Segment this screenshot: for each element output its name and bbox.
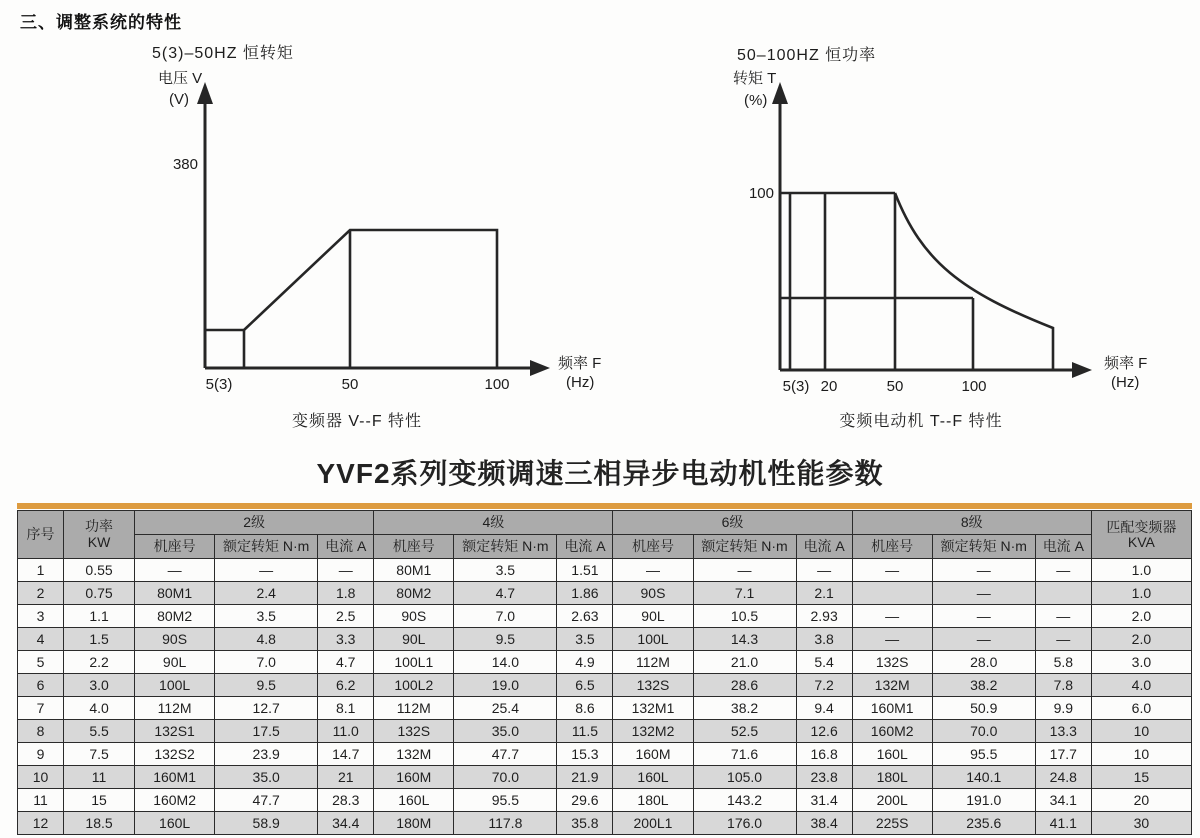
tf-xtick-100: 100 <box>961 378 987 395</box>
table-cell: 11 <box>18 789 64 812</box>
table-cell: 7 <box>18 697 64 720</box>
table-cell: 0.55 <box>64 559 135 582</box>
table-cell: 10.5 <box>693 605 796 628</box>
table-cell: 17.7 <box>1035 743 1091 766</box>
tf-xaxis-unit: (Hz) <box>1111 374 1140 391</box>
table-cell: 132M2 <box>613 720 693 743</box>
table-cell: 30 <box>1091 812 1191 835</box>
table-cell: — <box>932 605 1035 628</box>
table-cell: 80M1 <box>374 559 454 582</box>
table-cell: 160M <box>374 766 454 789</box>
table-cell: 180L <box>613 789 693 812</box>
table-cell: 100L <box>613 628 693 651</box>
table-cell: 7.0 <box>215 651 318 674</box>
table-row <box>18 651 1192 674</box>
table-cell: 132M1 <box>613 697 693 720</box>
vf-xaxis-arrow-icon <box>530 360 550 376</box>
table-cell: 2 <box>18 582 64 605</box>
table-cell: 5.8 <box>1035 651 1091 674</box>
table-cell: 35.0 <box>454 720 557 743</box>
table-cell: 10 <box>18 766 64 789</box>
table-cell: 100L1 <box>374 651 454 674</box>
table-cell: 132S <box>613 674 693 697</box>
table-cell: 225S <box>852 812 932 835</box>
table-cell: 70.0 <box>932 720 1035 743</box>
table-cell: 2.1 <box>796 582 852 605</box>
table-cell: 20 <box>1091 789 1191 812</box>
table-cell: — <box>932 559 1035 582</box>
table-cell: 176.0 <box>693 812 796 835</box>
table-cell: 132M <box>852 674 932 697</box>
table-cell <box>1035 582 1091 605</box>
table-cell: 71.6 <box>693 743 796 766</box>
table-cell: 10 <box>1091 743 1191 766</box>
table-cell: 14.0 <box>454 651 557 674</box>
table-cell: 180M <box>374 812 454 835</box>
table-cell: 140.1 <box>932 766 1035 789</box>
spec-table <box>17 510 1192 835</box>
table-cell: 200L <box>852 789 932 812</box>
table-cell: 21 <box>318 766 374 789</box>
header-group-8pole: 8级 <box>852 511 1091 535</box>
header-kva: 匹配变频器 KVA <box>1091 511 1191 559</box>
table-cell: 7.2 <box>796 674 852 697</box>
table-cell: 160M2 <box>135 789 215 812</box>
table-cell: 3 <box>18 605 64 628</box>
table-cell: 160L <box>374 789 454 812</box>
table-row <box>18 812 1192 835</box>
table-cell: 18.5 <box>64 812 135 835</box>
table-cell: 160L <box>613 766 693 789</box>
table-cell: 23.9 <box>215 743 318 766</box>
table-cell: 11 <box>64 766 135 789</box>
table-cell: 50.9 <box>932 697 1035 720</box>
table-cell: 112M <box>374 697 454 720</box>
header-current-6p: 电流 A <box>796 535 852 559</box>
header-group-4pole: 4级 <box>374 511 613 535</box>
table-cell: 14.7 <box>318 743 374 766</box>
table-cell: 70.0 <box>454 766 557 789</box>
tf-chart-title: 50–100HZ 恒功率 <box>737 47 877 64</box>
table-cell: — <box>613 559 693 582</box>
table-cell: 12.7 <box>215 697 318 720</box>
header-torque-4p: 额定转矩 N·m <box>454 535 557 559</box>
table-cell: 3.0 <box>64 674 135 697</box>
header-torque-8p: 额定转矩 N·m <box>932 535 1035 559</box>
table-row <box>18 605 1192 628</box>
table-row <box>18 674 1192 697</box>
vf-yaxis-label: 电压 V <box>158 70 203 87</box>
table-cell: 25.4 <box>454 697 557 720</box>
table-cell: 28.6 <box>693 674 796 697</box>
table-cell: 2.63 <box>557 605 613 628</box>
table-cell: 7.8 <box>1035 674 1091 697</box>
table-cell: 112M <box>135 697 215 720</box>
header-torque-2p: 额定转矩 N·m <box>215 535 318 559</box>
table-cell: 17.5 <box>215 720 318 743</box>
table-cell: 132S <box>852 651 932 674</box>
tf-xtick-20: 20 <box>820 378 838 395</box>
table-cell: 35.0 <box>215 766 318 789</box>
table-cell: 11.5 <box>557 720 613 743</box>
table-cell: 15.3 <box>557 743 613 766</box>
table-cell: 16.8 <box>796 743 852 766</box>
table-cell: 9.9 <box>1035 697 1091 720</box>
vf-yaxis-unit: (V) <box>169 91 189 108</box>
table-cell: 2.0 <box>1091 605 1191 628</box>
table-cell: 11.0 <box>318 720 374 743</box>
table-cell: 80M1 <box>135 582 215 605</box>
tf-ytick-100: 100 <box>748 185 774 202</box>
vf-ytick-380: 380 <box>172 156 198 173</box>
table-cell: 3.3 <box>318 628 374 651</box>
table-cell: 160M <box>613 743 693 766</box>
table-cell: — <box>1035 605 1091 628</box>
table-cell: 9.5 <box>215 674 318 697</box>
table-cell: 21.9 <box>557 766 613 789</box>
table-cell: 235.6 <box>932 812 1035 835</box>
header-current-8p: 电流 A <box>1035 535 1091 559</box>
table-title: YVF2系列变频调速三相异步电动机性能参数 <box>316 458 884 489</box>
table-cell: 90S <box>613 582 693 605</box>
table-cell: 143.2 <box>693 789 796 812</box>
table-cell: 4.8 <box>215 628 318 651</box>
table-cell: 9.5 <box>454 628 557 651</box>
table-cell: 1.0 <box>1091 559 1191 582</box>
table-cell: — <box>1035 559 1091 582</box>
table-cell: 24.8 <box>1035 766 1091 789</box>
header-frame-2p: 机座号 <box>135 535 215 559</box>
table-cell: 1.86 <box>557 582 613 605</box>
table-cell: 52.5 <box>693 720 796 743</box>
header-frame-4p: 机座号 <box>374 535 454 559</box>
table-cell: 132S2 <box>135 743 215 766</box>
table-cell: 31.4 <box>796 789 852 812</box>
table-cell: 1.51 <box>557 559 613 582</box>
table-cell: 12.6 <box>796 720 852 743</box>
header-current-4p: 电流 A <box>557 535 613 559</box>
table-cell: 7.1 <box>693 582 796 605</box>
table-cell: 4.0 <box>1091 674 1191 697</box>
table-cell: 3.8 <box>796 628 852 651</box>
table-cell: 2.93 <box>796 605 852 628</box>
table-cell: 132M <box>374 743 454 766</box>
table-cell: — <box>852 559 932 582</box>
table-cell: 7.5 <box>64 743 135 766</box>
table-cell: 80M2 <box>374 582 454 605</box>
vf-axes <box>205 98 530 368</box>
table-cell: — <box>318 559 374 582</box>
table-cell: 100L <box>135 674 215 697</box>
table-cell: 5.5 <box>64 720 135 743</box>
table-cell: 19.0 <box>454 674 557 697</box>
table-cell: 180L <box>852 766 932 789</box>
table-cell: 8.6 <box>557 697 613 720</box>
table-cell: 100L2 <box>374 674 454 697</box>
table-cell: 35.8 <box>557 812 613 835</box>
section-heading: 三、调整系统的特性 <box>20 13 182 32</box>
table-cell: 80M2 <box>135 605 215 628</box>
table-cell: 191.0 <box>932 789 1035 812</box>
table-cell: 90S <box>135 628 215 651</box>
table-row <box>18 628 1192 651</box>
table-cell: 9 <box>18 743 64 766</box>
table-cell: 34.1 <box>1035 789 1091 812</box>
table-cell: 15 <box>1091 766 1191 789</box>
table-cell: — <box>796 559 852 582</box>
table-cell: 1.0 <box>1091 582 1191 605</box>
table-cell: 28.3 <box>318 789 374 812</box>
table-cell: — <box>852 628 932 651</box>
vf-xtick-100: 100 <box>484 376 510 393</box>
table-cell: 200L1 <box>613 812 693 835</box>
table-cell: 28.0 <box>932 651 1035 674</box>
table-cell <box>852 582 932 605</box>
table-cell: 90S <box>374 605 454 628</box>
table-row <box>18 582 1192 605</box>
table-cell: 5 <box>18 651 64 674</box>
tf-chart-caption: 变频电动机 T--F 特性 <box>839 413 1003 430</box>
table-cell: 23.8 <box>796 766 852 789</box>
table-cell: — <box>215 559 318 582</box>
table-cell: 8 <box>18 720 64 743</box>
table-cell: 38.2 <box>693 697 796 720</box>
table-header <box>18 511 1192 559</box>
table-cell: 132S <box>374 720 454 743</box>
table-cell: 14.3 <box>693 628 796 651</box>
tf-xtick-50: 50 <box>886 378 904 395</box>
table-cell: 15 <box>64 789 135 812</box>
header-frame-6p: 机座号 <box>613 535 693 559</box>
table-cell: 34.4 <box>318 812 374 835</box>
table-cell: 47.7 <box>454 743 557 766</box>
vf-xtick-5: 5(3) <box>205 376 233 393</box>
table-cell: 90L <box>613 605 693 628</box>
table-cell: 38.4 <box>796 812 852 835</box>
tf-xtick-5: 5(3) <box>782 378 810 395</box>
table-cell: 90L <box>374 628 454 651</box>
tf-yaxis-label: 转矩 T <box>733 70 777 87</box>
tf-xaxis-arrow-icon <box>1072 362 1092 378</box>
header-power <box>64 511 135 559</box>
header-no: 序号 <box>18 511 64 559</box>
header-power-line1: 功率 <box>85 518 114 535</box>
table-cell: 4 <box>18 628 64 651</box>
header-torque-6p: 额定转矩 N·m <box>693 535 796 559</box>
tf-xaxis-label: 频率 F <box>1104 355 1148 372</box>
table-cell: 1 <box>18 559 64 582</box>
spec-table-wrap <box>17 503 1192 835</box>
table-cell: 160M1 <box>135 766 215 789</box>
table-cell: — <box>932 628 1035 651</box>
table-cell: 41.1 <box>1035 812 1091 835</box>
table-cell: 13.3 <box>1035 720 1091 743</box>
table-cell: 95.5 <box>454 789 557 812</box>
table-cell: 3.5 <box>454 559 557 582</box>
header-group-6pole: 6级 <box>613 511 852 535</box>
table-cell: 3.5 <box>557 628 613 651</box>
header-frame-8p: 机座号 <box>852 535 932 559</box>
table-cell: 9.4 <box>796 697 852 720</box>
table-cell: 95.5 <box>932 743 1035 766</box>
table-cell: 4.9 <box>557 651 613 674</box>
table-cell: 38.2 <box>932 674 1035 697</box>
table-cell: 112M <box>613 651 693 674</box>
tf-curve <box>780 193 1053 370</box>
table-row <box>18 743 1192 766</box>
table-cell: — <box>852 605 932 628</box>
table-body <box>18 559 1192 835</box>
vf-curve <box>205 230 497 368</box>
table-cell: 3.0 <box>1091 651 1191 674</box>
table-cell: 90L <box>135 651 215 674</box>
table-cell: 160M2 <box>852 720 932 743</box>
vf-xaxis-label: 频率 F <box>558 355 602 372</box>
table-cell: 0.75 <box>64 582 135 605</box>
table-cell: 6.0 <box>1091 697 1191 720</box>
table-cell: 7.0 <box>454 605 557 628</box>
table-cell: 1.8 <box>318 582 374 605</box>
table-cell: — <box>932 582 1035 605</box>
table-row <box>18 720 1192 743</box>
table-cell: 12 <box>18 812 64 835</box>
table-cell: 2.5 <box>318 605 374 628</box>
table-cell: 1.5 <box>64 628 135 651</box>
table-cell: 29.6 <box>557 789 613 812</box>
table-cell: 8.1 <box>318 697 374 720</box>
table-cell: 160L <box>852 743 932 766</box>
table-cell: 1.1 <box>64 605 135 628</box>
table-cell: — <box>1035 628 1091 651</box>
header-current-2p: 电流 A <box>318 535 374 559</box>
vf-xtick-50: 50 <box>341 376 359 393</box>
header-group-2pole: 2级 <box>135 511 374 535</box>
table-cell: 105.0 <box>693 766 796 789</box>
table-cell: 47.7 <box>215 789 318 812</box>
table-cell: 58.9 <box>215 812 318 835</box>
table-cell: 21.0 <box>693 651 796 674</box>
tf-yaxis-unit: (%) <box>744 92 768 109</box>
table-row <box>18 559 1192 582</box>
table-cell: 6 <box>18 674 64 697</box>
table-cell: 4.7 <box>318 651 374 674</box>
table-cell: 5.4 <box>796 651 852 674</box>
table-cell: 10 <box>1091 720 1191 743</box>
table-cell: 6.5 <box>557 674 613 697</box>
table-cell: — <box>135 559 215 582</box>
table-cell: 4.7 <box>454 582 557 605</box>
table-cell: — <box>693 559 796 582</box>
table-cell: 2.0 <box>1091 628 1191 651</box>
table-cell: 160L <box>135 812 215 835</box>
table-cell: 160M1 <box>852 697 932 720</box>
vf-xaxis-unit: (Hz) <box>566 374 595 391</box>
table-cell: 6.2 <box>318 674 374 697</box>
table-cell: 2.4 <box>215 582 318 605</box>
table-cell: 2.2 <box>64 651 135 674</box>
table-row <box>18 697 1192 720</box>
table-row <box>18 789 1192 812</box>
table-cell: 117.8 <box>454 812 557 835</box>
table-cell: 132S1 <box>135 720 215 743</box>
table-row <box>18 766 1192 789</box>
vf-chart-title: 5(3)–50HZ 恒转矩 <box>152 45 294 62</box>
header-power-line2: KW <box>87 533 111 550</box>
table-cell: 3.5 <box>215 605 318 628</box>
table-cell: 4.0 <box>64 697 135 720</box>
vf-chart-caption: 变频器 V--F 特性 <box>291 413 423 430</box>
